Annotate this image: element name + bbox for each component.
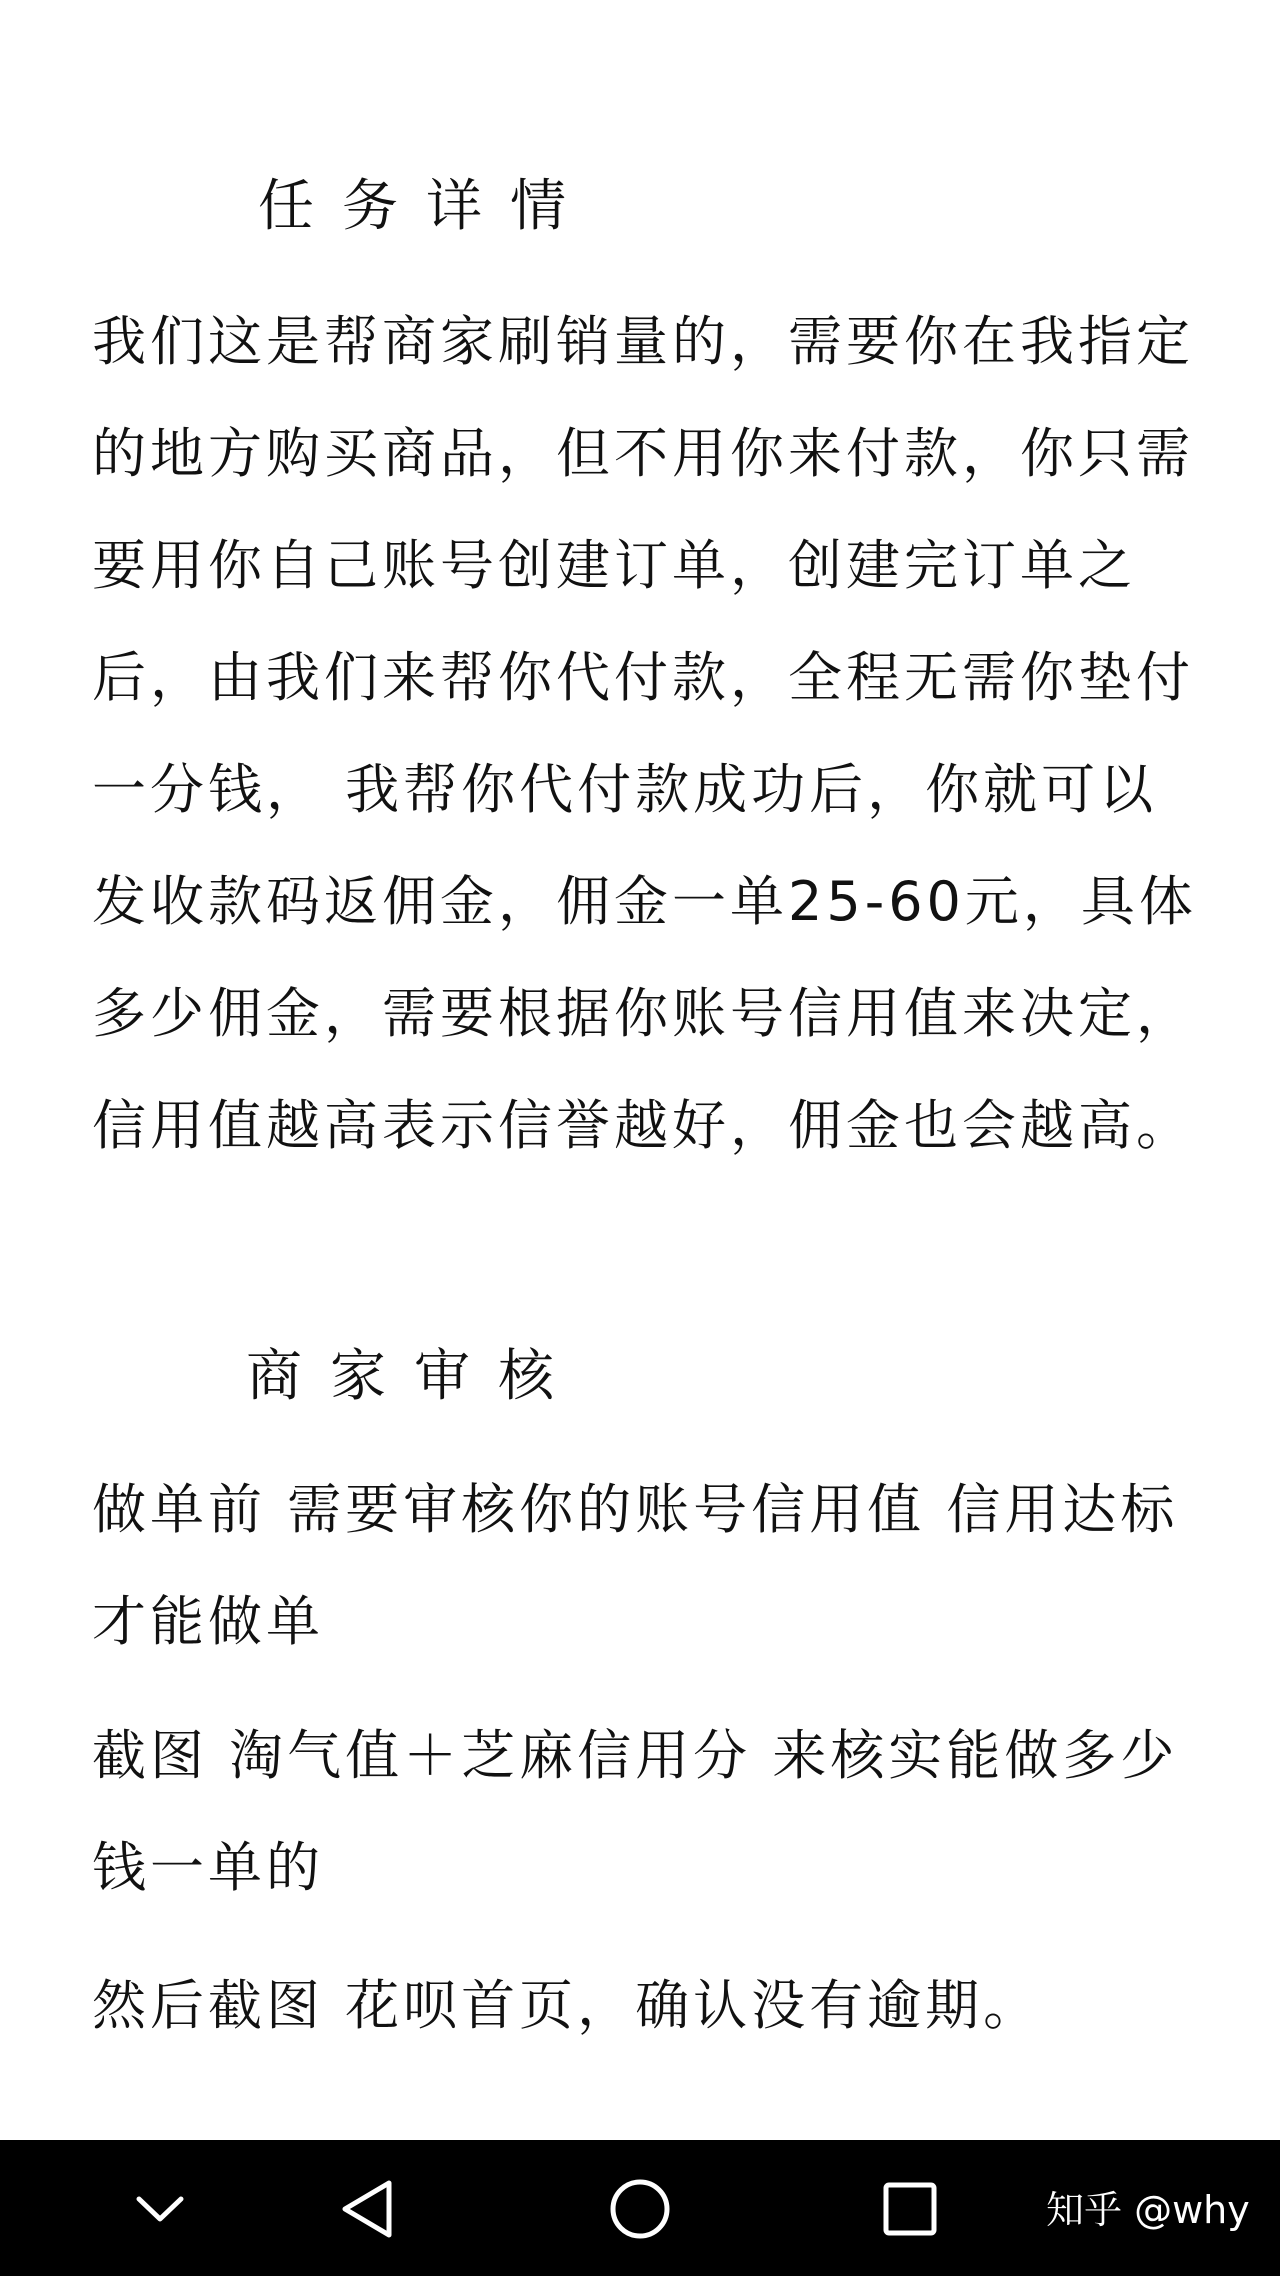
review-paragraph-2: 截图 淘气值＋芝麻信用分 来核实能做多少钱一单的 <box>92 1724 1179 1899</box>
review-paragraph-1: 做单前 需要审核你的账号信用值 信用达标才能做单 <box>92 1478 1179 1653</box>
section-title-task-details: 任务详情 <box>258 174 594 239</box>
back-triangle-icon <box>339 2178 395 2240</box>
back-button[interactable] <box>322 2164 412 2254</box>
recent-apps-button[interactable] <box>865 2164 955 2254</box>
home-button[interactable] <box>595 2164 685 2254</box>
recent-apps-square-icon <box>881 2180 939 2238</box>
chevron-down-icon <box>135 2194 185 2224</box>
home-circle-icon <box>608 2177 672 2241</box>
hide-navbar-button[interactable] <box>115 2164 205 2254</box>
system-navigation-bar <box>0 2140 1280 2276</box>
task-details-paragraph: 我们这是帮商家刷销量的，需要你在我指定的地方购买商品，但不用你来付款，你只需要用你自己账号创建订单，创建完订单之后，由我们来帮你代付款，全程无需你垫付一分钱， 我帮你代付款成功后，你就可以发收款码返佣金，佣金一单25-60元，具体多少佣金，需要根据你账号信用值来决定，信用值越高表示信誉越好，佣金也会越高。 <box>92 310 1197 1157</box>
review-paragraph-3: 然后截图 花呗首页，确认没有逾期。 <box>92 1974 1042 2037</box>
zhihu-watermark: 知乎 @why <box>1046 2188 1250 2232</box>
section-title-merchant-review: 商家审核 <box>246 1344 582 1409</box>
